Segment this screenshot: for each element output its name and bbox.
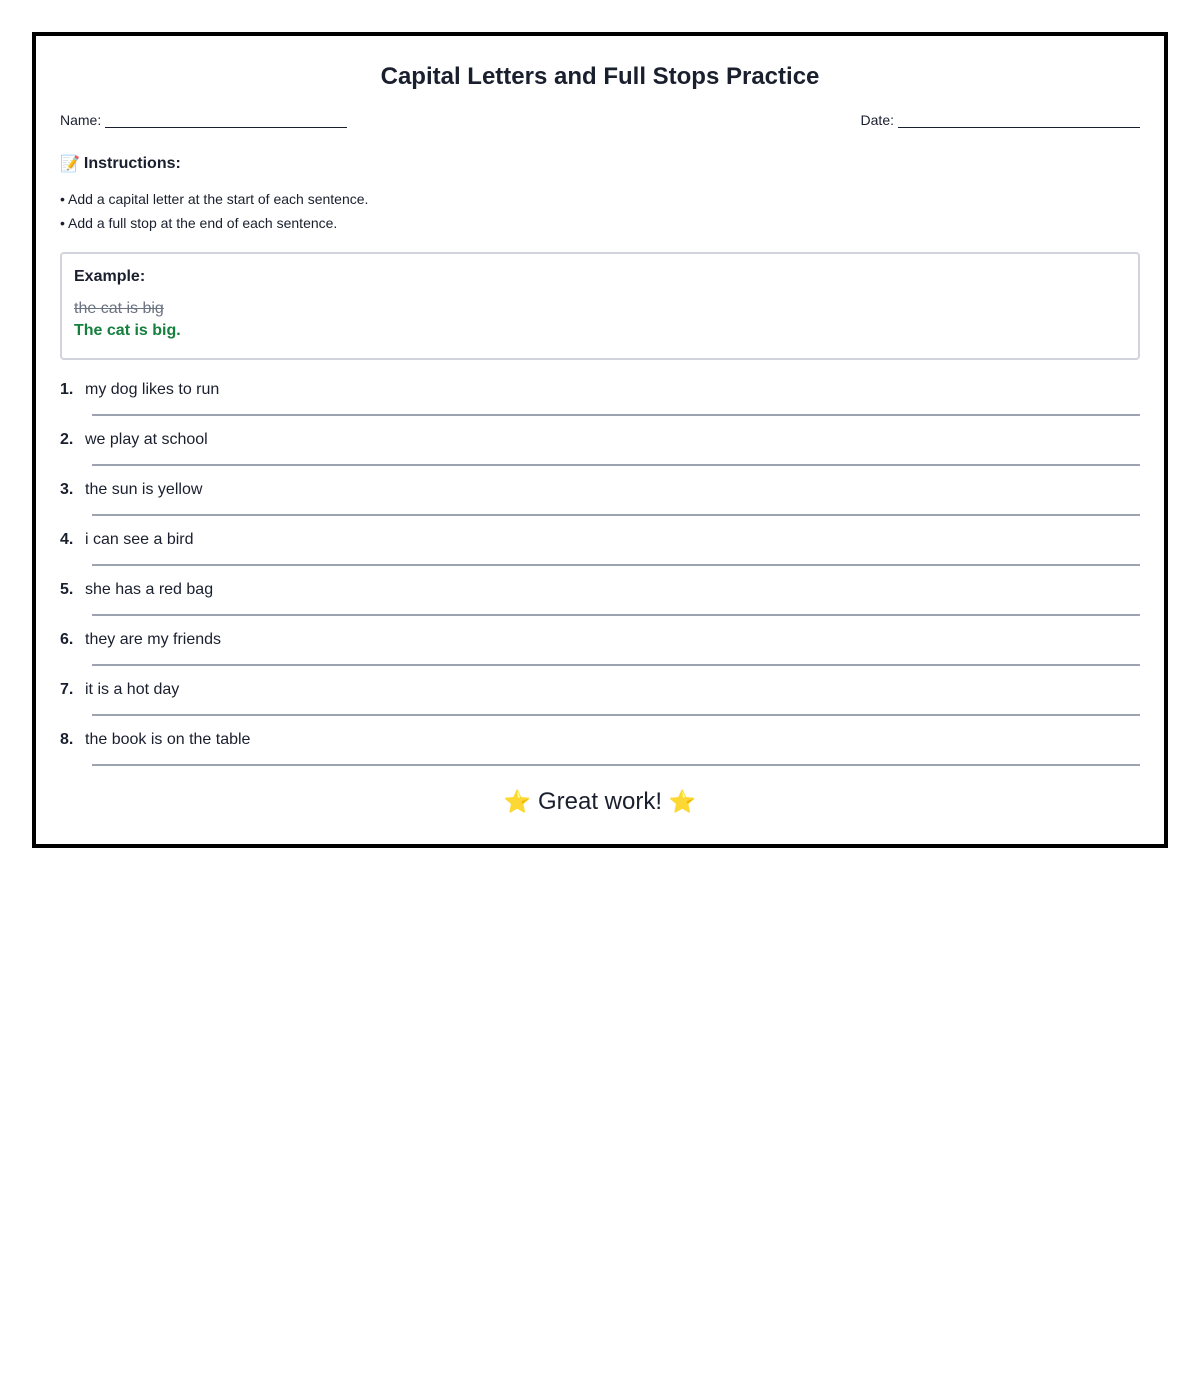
- worksheet: [32, 32, 1168, 848]
- star-icon: ⭐: [668, 789, 697, 814]
- question-item: [60, 674, 1140, 724]
- instructions-heading-text: Instructions:: [83, 155, 181, 172]
- question-item: [60, 574, 1140, 624]
- date-label: Date:: [860, 112, 894, 128]
- name-blank-line[interactable]: [105, 114, 347, 128]
- question-number: 2.: [60, 431, 74, 448]
- question-item: [60, 524, 1140, 574]
- example-box: [60, 252, 1140, 360]
- question-item: [60, 624, 1140, 674]
- answer-line[interactable]: [92, 564, 1140, 566]
- footer-text: Great work!: [537, 788, 663, 815]
- question-number: 1.: [60, 381, 74, 398]
- example-label: Example:: [74, 268, 146, 285]
- question-text: i can see a bird: [85, 531, 194, 548]
- question-number: 7.: [60, 681, 74, 698]
- instruction-item: • Add a full stop at the end of each sentence.: [60, 215, 338, 231]
- question-number: 5.: [60, 581, 74, 598]
- memo-pencil-icon: 📝: [60, 156, 80, 173]
- worksheet-title: Capital Letters and Full Stops Practice: [380, 63, 820, 90]
- instruction-item: • Add a capital letter at the start of each sentence.: [60, 191, 369, 207]
- question-text: they are my friends: [85, 631, 222, 648]
- answer-line[interactable]: [92, 764, 1140, 766]
- answer-line[interactable]: [92, 464, 1140, 466]
- date-blank-line[interactable]: [898, 114, 1140, 128]
- footer-message: [36, 788, 1164, 816]
- instructions-heading: [60, 154, 181, 174]
- question-number: 8.: [60, 731, 74, 748]
- answer-line[interactable]: [92, 414, 1140, 416]
- question-text: the sun is yellow: [85, 481, 203, 498]
- question-text: she has a red bag: [85, 581, 214, 598]
- question-list: [60, 374, 1140, 774]
- answer-line[interactable]: [92, 514, 1140, 516]
- answer-line[interactable]: [92, 664, 1140, 666]
- question-number: 3.: [60, 481, 74, 498]
- question-item: [60, 374, 1140, 424]
- date-field: [861, 112, 1140, 128]
- answer-line[interactable]: [92, 714, 1140, 716]
- question-text: we play at school: [85, 431, 208, 448]
- question-item: [60, 724, 1140, 774]
- question-number: 4.: [60, 531, 74, 548]
- question-text: it is a hot day: [85, 681, 180, 698]
- question-number: 6.: [60, 631, 74, 648]
- example-incorrect: the cat is big: [74, 300, 164, 317]
- answer-line[interactable]: [92, 614, 1140, 616]
- example-correct: The cat is big.: [74, 322, 181, 339]
- instructions-list: [60, 187, 368, 235]
- question-item: [60, 474, 1140, 524]
- star-icon: ⭐: [503, 789, 532, 814]
- question-text: the book is on the table: [85, 731, 251, 748]
- question-item: [60, 424, 1140, 474]
- question-text: my dog likes to run: [85, 381, 220, 398]
- name-field: [60, 112, 347, 128]
- name-label: Name:: [60, 112, 102, 128]
